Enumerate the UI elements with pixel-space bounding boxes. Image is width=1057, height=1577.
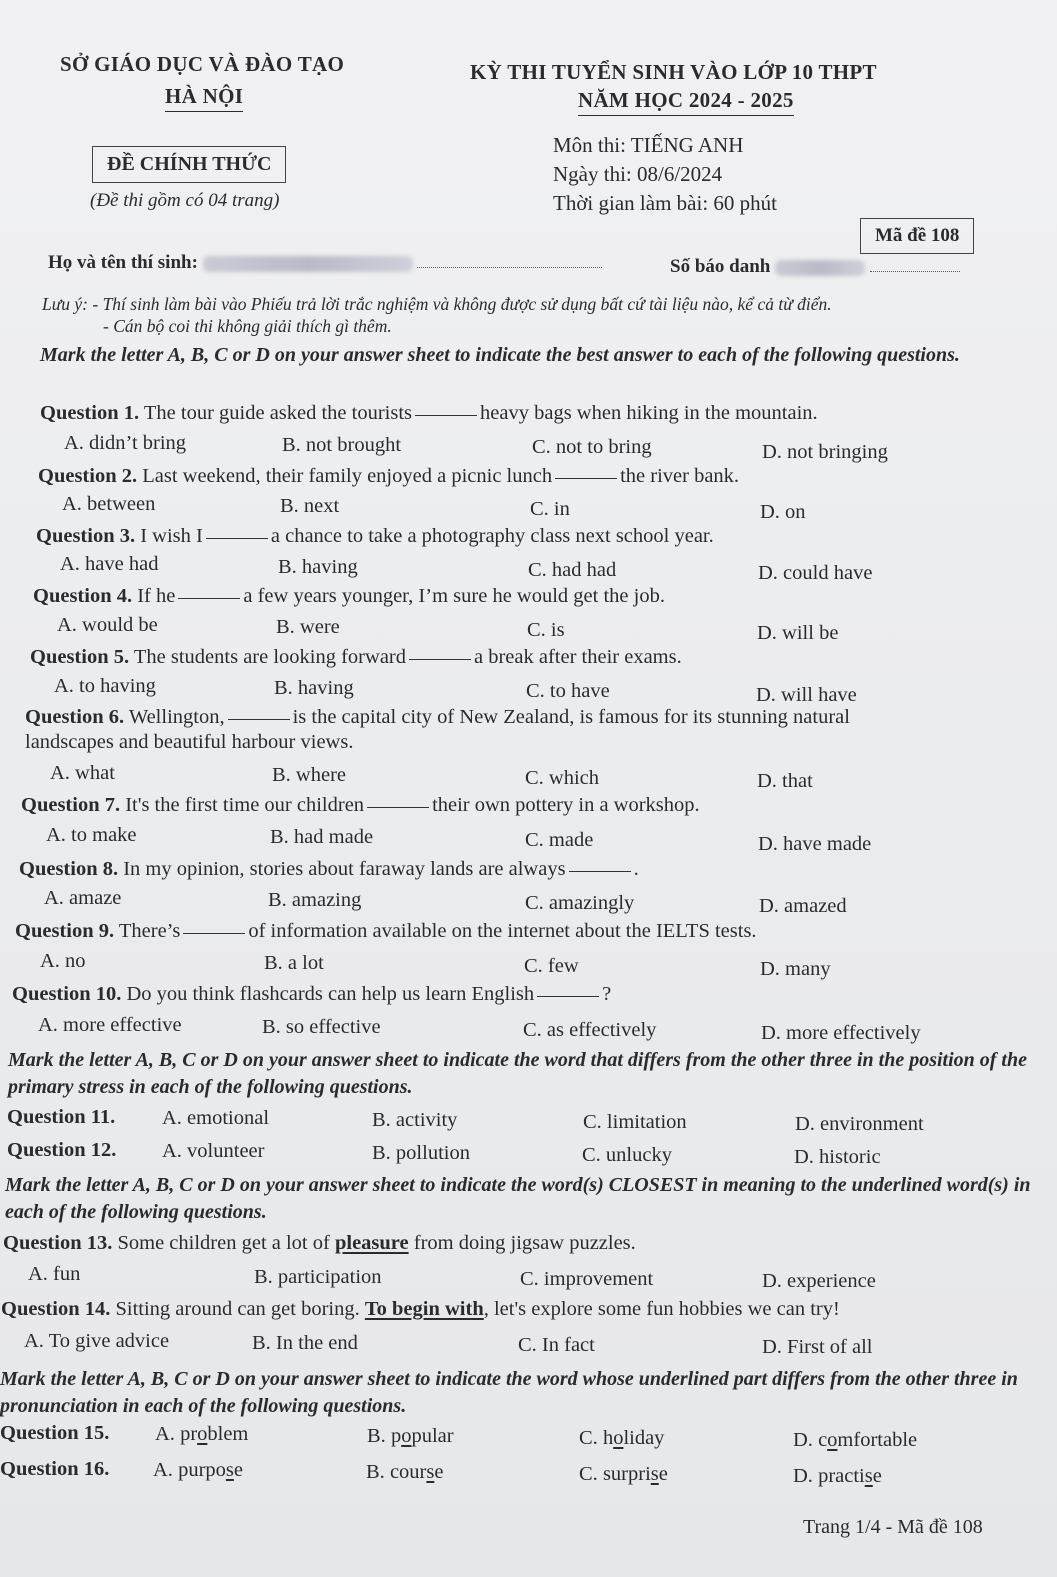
option-1c: C. not to bring [532, 436, 652, 458]
option-16c: C. surprise [579, 1463, 668, 1485]
answer-blank [183, 933, 245, 934]
option-8a: A. amaze [44, 887, 122, 909]
question-2: Question 2. Last weekend, their family enjoyed a picnic lunch the river bank. [38, 465, 740, 487]
option-9c: C. few [524, 955, 579, 977]
option-6c: C. which [525, 767, 600, 789]
option-2a: A. between [62, 493, 156, 515]
subject-line: Môn thi: TIẾNG ANH [553, 133, 744, 157]
underlined-word: pleasure [334, 1232, 409, 1254]
option-11c: C. limitation [583, 1111, 687, 1133]
option-3b: B. having [278, 556, 358, 578]
option-11b: B. activity [372, 1109, 458, 1131]
question-6-continued: landscapes and beautiful harbour views. [25, 731, 354, 753]
answer-blank [178, 598, 240, 599]
candidate-id-row [670, 256, 960, 278]
option-5c: C. to have [526, 680, 610, 702]
school-year: NĂM HỌC 2024 - 2025 [578, 88, 794, 116]
option-15b: B. popular [367, 1425, 454, 1447]
section-2-instruction: Mark the letter A, B, C or D on your answer sheet to indicate the word that differs from the other three in the position of the primary stress in each of the following questions. [8, 1049, 1027, 1098]
pages-note: (Đề thi gồm có 04 trang) [90, 190, 280, 211]
option-4c: C. is [527, 619, 565, 641]
option-14b: B. In the end [252, 1332, 358, 1354]
exam-duration: Thời gian làm bài: 60 phút [553, 191, 777, 215]
option-9a: A. no [40, 950, 86, 972]
answer-blank [569, 871, 631, 872]
option-9d: D. many [760, 958, 831, 980]
option-5b: B. having [274, 677, 354, 699]
question-15: Question 15. [0, 1422, 110, 1444]
option-12c: C. unlucky [582, 1144, 672, 1166]
official-exam-box: ĐỀ CHÍNH THỨC [92, 146, 286, 183]
option-13b: B. participation [254, 1266, 382, 1288]
section-1-instruction: Mark the letter A, B, C or D on your answer sheet to indicate the best answer to each of the following questions. [40, 344, 960, 366]
question-11: Question 11. [7, 1106, 116, 1128]
answer-blank [415, 415, 477, 416]
option-8c: C. amazingly [525, 892, 635, 914]
option-7a: A. to make [46, 824, 137, 846]
option-2d: D. on [760, 501, 806, 523]
option-1b: B. not brought [282, 434, 402, 456]
question-4: Question 4. If he a few years younger, I’m sure he would get the job. [33, 585, 665, 607]
question-7: Question 7. It's the first time our children their own pottery in a workshop. [21, 794, 700, 816]
option-12a: A. volunteer [162, 1140, 265, 1162]
option-10d: D. more effectively [761, 1022, 921, 1044]
question-5: Question 5. The students are looking forward a break after their exams. [30, 646, 682, 668]
option-3a: A. have had [60, 553, 159, 575]
option-4a: A. would be [57, 614, 158, 636]
page-footer: Trang 1/4 - Mã đề 108 [803, 1516, 983, 1538]
option-12b: B. pollution [372, 1142, 470, 1164]
option-8d: D. amazed [759, 895, 847, 917]
answer-blank [206, 538, 268, 539]
option-4d: D. will be [757, 622, 839, 644]
option-3d: D. could have [758, 562, 873, 584]
candidate-name-label: Họ và tên thí sinh: [48, 252, 198, 273]
question-1: Question 1. The tour guide asked the tourists heavy bags when hiking in the mountain. [40, 402, 818, 424]
option-3c: C. had had [528, 559, 617, 581]
option-11d: D. environment [795, 1113, 924, 1135]
option-5d: D. will have [756, 684, 857, 706]
option-8b: B. amazing [268, 889, 362, 911]
exam-date: Ngày thi: 08/6/2024 [553, 162, 723, 186]
option-16a: A. purpose [153, 1459, 243, 1481]
note-line-2: - Cán bộ coi thi không giải thích gì thêm. [103, 316, 392, 336]
question-8: Question 8. In my opinion, stories about faraway lands are always . [19, 858, 639, 880]
question-14: Question 14. Sitting around can get boring. To begin with, let's explore some fun hobbies we can try! [1, 1298, 840, 1320]
answer-blank [367, 807, 429, 808]
option-6a: A. what [50, 762, 115, 784]
question-16: Question 16. [0, 1458, 110, 1480]
department-city: HÀ NỘI [165, 84, 243, 112]
candidate-name-dots [417, 263, 602, 268]
option-7b: B. had made [270, 826, 374, 848]
option-13a: A. fun [28, 1263, 81, 1285]
candidate-name-row [48, 252, 602, 274]
underlined-phrase: To begin with [364, 1298, 484, 1320]
question-10: Question 10. Do you think flashcards can help us learn English ? [12, 983, 612, 1005]
answer-blank [409, 659, 471, 660]
answer-blank [228, 719, 290, 720]
section-3-instruction: Mark the letter A, B, C or D on your answer sheet to indicate the word(s) CLOSEST in meaning to the underlined word(s) in each of the following questions. [5, 1174, 1031, 1223]
option-13c: C. improvement [520, 1268, 654, 1290]
candidate-id-redacted [775, 260, 865, 276]
option-10c: C. as effectively [523, 1019, 657, 1041]
answer-blank [537, 996, 599, 997]
section-4-instruction: Mark the letter A, B, C or D on your answer sheet to indicate the word whose underlined part differs from the other three in pronunciation in each of the following questions. [0, 1368, 1018, 1417]
option-13d: D. experience [762, 1270, 876, 1292]
department-name: SỞ GIÁO DỤC VÀ ĐÀO TẠO [60, 52, 345, 76]
question-9: Question 9. There’s of information available on the internet about the IELTS tests. [15, 920, 757, 942]
option-16d: D. practise [793, 1465, 882, 1487]
option-14a: A. To give advice [24, 1330, 170, 1352]
option-10a: A. more effective [38, 1014, 182, 1036]
option-15c: C. holiday [579, 1427, 665, 1449]
option-1d: D. not bringing [762, 441, 888, 463]
candidate-id-dots [870, 267, 960, 272]
option-15d: D. comfortable [793, 1429, 918, 1451]
option-11a: A. emotional [162, 1107, 270, 1129]
option-15a: A. problem [155, 1423, 249, 1445]
option-12d: D. historic [794, 1146, 881, 1168]
candidate-id-label: Số báo danh [670, 256, 771, 277]
option-9b: B. a lot [264, 952, 324, 974]
candidate-name-redacted [203, 256, 413, 272]
question-6: Question 6. Wellington, is the capital city of New Zealand, is famous for its stunning natural [25, 706, 850, 728]
question-13: Question 13. Some children get a lot of pleasure from doing jigsaw puzzles. [3, 1232, 636, 1254]
option-2c: C. in [530, 498, 570, 520]
question-3: Question 3. I wish I a chance to take a photography class next school year. [36, 525, 714, 547]
note-line-1: Lưu ý: - Thí sinh làm bài vào Phiếu trả lời trắc nghiệm và không được sử dụng bất cứ tài liệu nào, kể cả từ điển. [42, 294, 832, 314]
exam-code-box: Mã đề 108 [860, 218, 974, 254]
option-10b: B. so effective [262, 1016, 381, 1038]
option-6d: D. that [757, 770, 813, 792]
option-14d: D. First of all [762, 1336, 873, 1358]
option-7c: C. made [525, 829, 594, 851]
option-14c: C. In fact [518, 1334, 595, 1356]
option-4b: B. were [276, 616, 340, 638]
option-1a: A. didn’t bring [64, 432, 187, 454]
exam-title: KỲ THI TUYỂN SINH VÀO LỚP 10 THPT [470, 60, 877, 84]
option-2b: B. next [280, 495, 340, 517]
option-16b: B. course [366, 1461, 444, 1483]
question-12: Question 12. [7, 1139, 117, 1161]
option-5a: A. to having [54, 675, 156, 697]
answer-blank [555, 478, 617, 479]
option-7d: D. have made [758, 833, 872, 855]
option-6b: B. where [272, 764, 347, 786]
